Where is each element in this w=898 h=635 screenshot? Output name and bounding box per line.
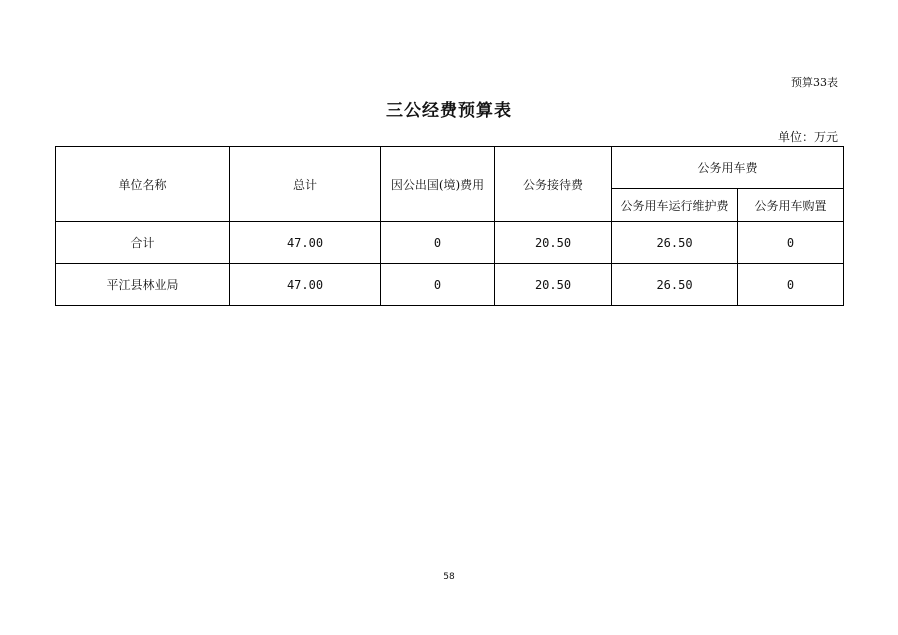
cell-total: 47.00 <box>230 222 381 264</box>
cell-abroad: 0 <box>381 222 495 264</box>
cell-reception: 20.50 <box>495 264 612 306</box>
cell-unit-name: 合计 <box>56 222 230 264</box>
cell-vehicle-purchase: 0 <box>738 222 844 264</box>
table-row <box>56 264 844 306</box>
budget-table <box>55 146 844 306</box>
cell-unit-name: 平江县林业局 <box>56 264 230 306</box>
cell-vehicle-maintenance: 26.50 <box>612 264 738 306</box>
cell-vehicle-purchase: 0 <box>738 264 844 306</box>
header-unit-name: 单位名称 <box>56 147 230 222</box>
form-number: 预算33表 <box>791 76 838 89</box>
unit-label: 单位：万元 <box>777 130 838 144</box>
header-vehicle-maintenance: 公务用车运行维护费 <box>612 189 738 222</box>
cell-reception: 20.50 <box>495 222 612 264</box>
header-reception: 公务接待费 <box>495 147 612 222</box>
cell-vehicle-maintenance: 26.50 <box>612 222 738 264</box>
header-vehicle-group: 公务用车费 <box>612 147 844 189</box>
header-abroad: 因公出国(境)费用 <box>381 147 495 222</box>
cell-total: 47.00 <box>230 264 381 306</box>
page-title: 三公经费预算表 <box>386 101 512 121</box>
cell-abroad: 0 <box>381 264 495 306</box>
header-total: 总计 <box>230 147 381 222</box>
header-vehicle-purchase: 公务用车购置 <box>738 189 844 222</box>
table-row <box>56 222 844 264</box>
page-number: 58 <box>443 572 455 582</box>
